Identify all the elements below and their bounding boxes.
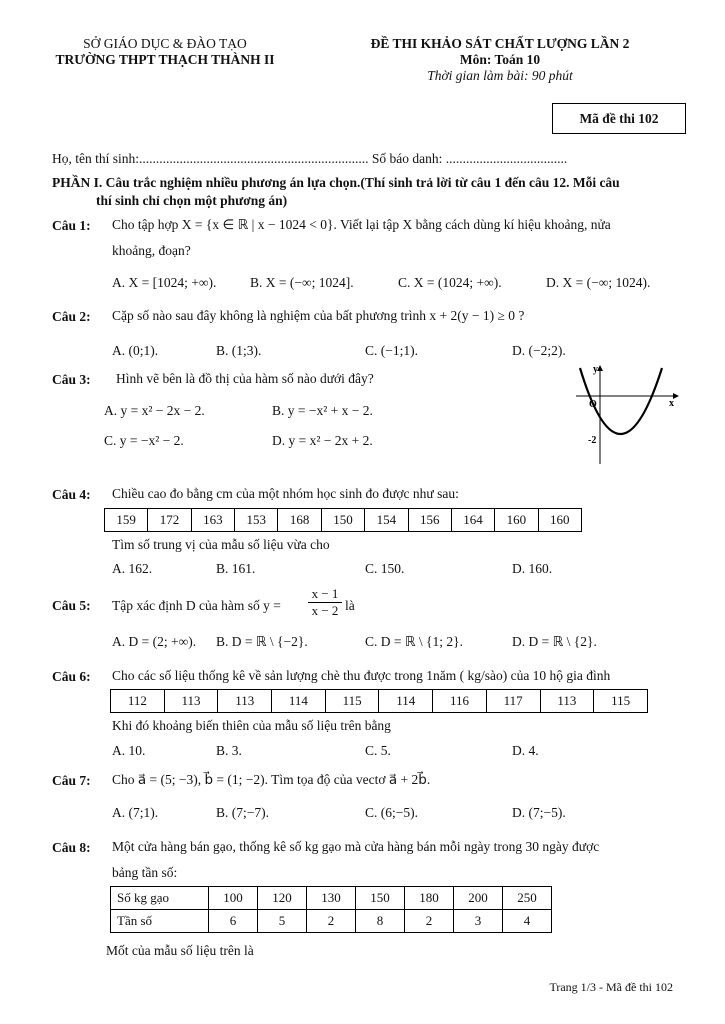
q7-option-d[interactable]: D. (7;−5). xyxy=(512,805,566,820)
q6-text: Cho các số liệu thống kê về sản lượng chè thu được trong 1năm ( kg/sào) của 10 hộ gia đình xyxy=(112,668,611,683)
q6-option-a[interactable]: A. 10. xyxy=(112,743,146,758)
table-cell: 150 xyxy=(321,509,364,532)
table-cell: 112 xyxy=(111,690,165,713)
q4-height-table xyxy=(104,508,582,532)
q3-option-a[interactable]: A. y = x² − 2x − 2. xyxy=(104,403,205,418)
q8-frequency-table xyxy=(110,886,552,933)
table-row xyxy=(111,690,648,713)
q4-option-a[interactable]: A. 162. xyxy=(112,561,153,576)
q8-label: Câu 8: xyxy=(52,840,91,855)
q1-option-a[interactable]: A. X = [1024; +∞). xyxy=(112,275,217,290)
q6-option-d[interactable]: D. 4. xyxy=(512,743,539,758)
table-header-cell: Tần số xyxy=(111,910,209,933)
table-cell: 8 xyxy=(356,910,405,933)
table-cell: 115 xyxy=(325,690,379,713)
q8-prompt: Mốt của mẫu số liệu trên là xyxy=(106,943,254,958)
table-row xyxy=(111,887,552,910)
q6-option-c[interactable]: C. 5. xyxy=(365,743,391,758)
q1-option-c[interactable]: C. X = (1024; +∞). xyxy=(398,275,502,290)
part1-heading xyxy=(52,174,682,210)
q4-option-b[interactable]: B. 161. xyxy=(216,561,256,576)
q6-prompt: Khi đó khoảng biến thiên của mẫu số liệu trên bằng xyxy=(112,718,391,733)
q3-text: Hình vẽ bên là đồ thị của hàm số nào dưới đây? xyxy=(116,371,374,386)
table-cell: 156 xyxy=(408,509,451,532)
q5-fraction-denominator: x − 2 xyxy=(311,603,339,618)
dept-name: SỞ GIÁO DỤC & ĐÀO TẠO xyxy=(83,36,247,51)
q5-text-pre: Tập xác định D của hàm số y = xyxy=(112,598,281,613)
table-cell: 163 xyxy=(191,509,234,532)
q3-option-b[interactable]: B. y = −x² + x − 2. xyxy=(272,403,373,418)
part1-line1: PHẦN I. Câu trắc nghiệm nhiều phương án lựa chọn.(Thí sinh trả lời từ câu 1 đến câu 12. Mỗi câu xyxy=(52,175,620,190)
q1-text-line2: khoảng, đoạn? xyxy=(112,243,191,258)
q3-parabola-graph xyxy=(574,362,680,466)
q1-option-b[interactable]: B. X = (−∞; 1024]. xyxy=(250,275,354,290)
table-cell: 113 xyxy=(218,690,272,713)
q4-label: Câu 4: xyxy=(52,487,91,502)
q2-option-d[interactable]: D. (−2;2). xyxy=(512,343,566,358)
table-cell: 160 xyxy=(495,509,538,532)
q1-option-d[interactable]: D. X = (−∞; 1024). xyxy=(546,275,651,290)
exam-code-box: Mã đề thi 102 xyxy=(552,103,686,134)
subject: Môn: Toán 10 xyxy=(459,52,541,67)
q6-label: Câu 6: xyxy=(52,669,91,684)
q8-text-line1: Một cửa hàng bán gạo, thống kê số kg gạo mà cửa hàng bán mỗi ngày trong 30 ngày được xyxy=(112,839,600,854)
table-cell: 4 xyxy=(503,910,552,933)
table-cell: 115 xyxy=(594,690,648,713)
q3-option-d[interactable]: D. y = x² − 2x + 2. xyxy=(272,433,373,448)
duration: Thời gian làm bài: 90 phút xyxy=(427,68,573,83)
q3-label: Câu 3: xyxy=(52,372,91,387)
q3-option-c[interactable]: C. y = −x² − 2. xyxy=(104,433,184,448)
q5-fraction xyxy=(308,586,342,619)
q2-option-b[interactable]: B. (1;3). xyxy=(216,343,262,358)
q4-text: Chiều cao đo bằng cm của một nhóm học sinh đo được như sau: xyxy=(112,486,459,501)
table-cell: 6 xyxy=(209,910,258,933)
q8-text-line2: bảng tần số: xyxy=(112,865,178,880)
table-cell: 130 xyxy=(307,887,356,910)
q2-label: Câu 2: xyxy=(52,309,91,324)
q5-option-d[interactable]: D. D = ℝ \ {2}. xyxy=(512,634,597,649)
q1-label: Câu 1: xyxy=(52,218,91,233)
page-footer: Trang 1/3 - Mã đề thi 102 xyxy=(549,980,673,994)
table-cell: 2 xyxy=(307,910,356,933)
table-row xyxy=(105,509,582,532)
table-cell: 113 xyxy=(540,690,594,713)
q2-option-a[interactable]: A. (0;1). xyxy=(112,343,159,358)
q1-text-line1: Cho tập hợp X = {x ∈ ℝ | x − 1024 < 0}. Viết lại tập X bằng cách dùng kí hiệu khoảng, nửa xyxy=(112,217,611,232)
table-cell: 114 xyxy=(379,690,433,713)
table-cell: 159 xyxy=(105,509,148,532)
table-cell: 200 xyxy=(454,887,503,910)
q7-option-c[interactable]: C. (6;−5). xyxy=(365,805,418,820)
table-cell: 168 xyxy=(278,509,321,532)
q5-text xyxy=(112,598,281,614)
table-cell: 100 xyxy=(209,887,258,910)
q5-option-a[interactable]: A. D = (2; +∞). xyxy=(112,634,197,649)
q7-option-a[interactable]: A. (7;1). xyxy=(112,805,159,820)
table-cell: 153 xyxy=(235,509,278,532)
table-cell: 3 xyxy=(454,910,503,933)
q5-text-post: là xyxy=(345,598,355,613)
table-cell: 113 xyxy=(164,690,218,713)
q4-prompt: Tìm số trung vị của mẫu số liệu vừa cho xyxy=(112,537,330,552)
table-cell: 172 xyxy=(148,509,191,532)
q4-option-d[interactable]: D. 160. xyxy=(512,561,553,576)
table-cell: 164 xyxy=(451,509,494,532)
q7-text: Cho a⃗ = (5; −3), b⃗ = (1; −2). Tìm tọa độ của vectơ a⃗ + 2b⃗. xyxy=(112,772,431,787)
table-cell: 120 xyxy=(258,887,307,910)
table-cell: 180 xyxy=(405,887,454,910)
graph-x-label: x xyxy=(669,398,674,409)
q5-option-b[interactable]: B. D = ℝ \ {−2}. xyxy=(216,634,308,649)
exam-title: ĐỀ THI KHẢO SÁT CHẤT LƯỢNG LẦN 2 xyxy=(370,36,630,51)
q8-text xyxy=(112,834,677,886)
q5-option-c[interactable]: C. D = ℝ \ {1; 2}. xyxy=(365,634,464,649)
q2-option-c[interactable]: C. (−1;1). xyxy=(365,343,418,358)
part1-line2: thí sinh chỉ chọn một phương án) xyxy=(96,193,288,208)
table-cell: 154 xyxy=(365,509,408,532)
header-right xyxy=(330,36,670,84)
table-cell: 150 xyxy=(356,887,405,910)
student-info-line: Họ, tên thí sinh:.................................................................... Số báo danh: .................................... xyxy=(52,151,568,166)
table-cell: 5 xyxy=(258,910,307,933)
graph-origin-label: O xyxy=(589,399,597,410)
q6-yield-table xyxy=(110,689,648,713)
header-left xyxy=(40,36,290,68)
graph-y-label: y xyxy=(593,364,598,375)
table-cell: 160 xyxy=(538,509,581,532)
q7-label: Câu 7: xyxy=(52,773,91,788)
table-header-cell: Số kg gạo xyxy=(111,887,209,910)
school-name: TRƯỜNG THPT THẠCH THÀNH II xyxy=(55,52,275,67)
table-cell: 116 xyxy=(433,690,487,713)
table-cell: 2 xyxy=(405,910,454,933)
q2-text: Cặp số nào sau đây không là nghiệm của bất phương trình x + 2(y − 1) ≥ 0 ? xyxy=(112,308,525,323)
q1-text xyxy=(112,212,677,264)
q5-label: Câu 5: xyxy=(52,598,91,613)
graph-intercept-label: -2 xyxy=(588,435,597,446)
q4-option-c[interactable]: C. 150. xyxy=(365,561,405,576)
table-cell: 117 xyxy=(486,690,540,713)
table-cell: 250 xyxy=(503,887,552,910)
table-cell: 114 xyxy=(272,690,326,713)
q7-option-b[interactable]: B. (7;−7). xyxy=(216,805,269,820)
q6-option-b[interactable]: B. 3. xyxy=(216,743,242,758)
q5-fraction-numerator: x − 1 xyxy=(308,586,342,603)
table-row xyxy=(111,910,552,933)
